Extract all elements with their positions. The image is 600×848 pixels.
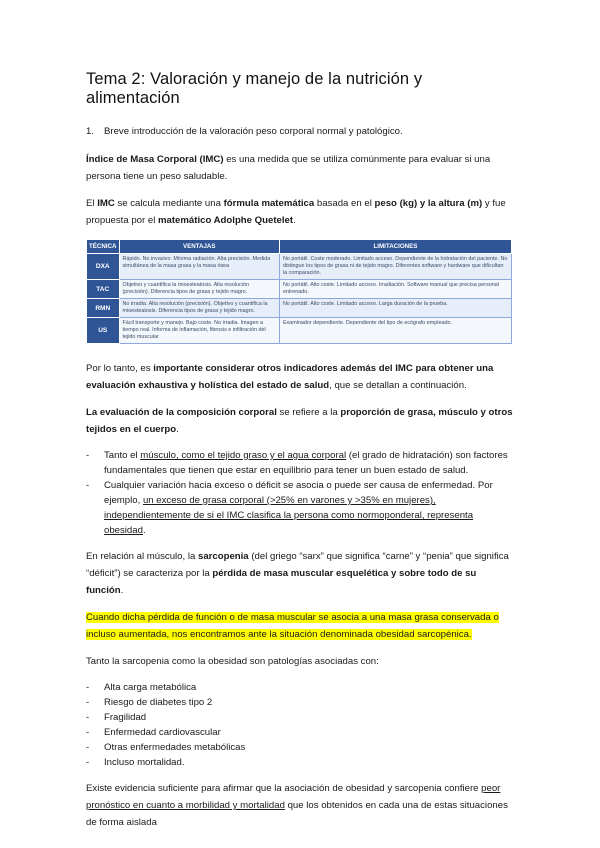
list-item xyxy=(86,725,514,740)
text: se refiere a la xyxy=(276,407,341,418)
list-item-text xyxy=(104,478,514,538)
text: Existe evidencia suficiente para afirmar que la asociación de obesidad y sarcopenia confiere xyxy=(86,783,482,794)
text: que los obtenidos en cada una de estas situaciones de forma aislada xyxy=(86,800,508,828)
text: basada en el xyxy=(314,198,375,209)
text: (del griego “sarx” que significa “carne” y “penia” que significa “déficit”) se caracteriza por la xyxy=(86,551,509,579)
table-row xyxy=(87,280,512,299)
list-item xyxy=(86,740,514,755)
text: Tanto el xyxy=(104,450,141,461)
text: . xyxy=(120,585,124,596)
advantages-cell: Objetivo y cuantifica la mioesteatosis. Alta resolución (precisión). Diferencia tipos de grasa y tejido magro. xyxy=(119,280,279,299)
composition-list xyxy=(86,448,514,538)
list-item-text: Alta carga metabólica xyxy=(104,682,197,693)
page-title: Tema 2: Valoración y manejo de la nutrición y alimentación xyxy=(86,70,423,107)
text: . xyxy=(176,424,179,435)
limitations-cell: No portátil. Alto coste. Limitado acceso. Larga duración de la prueba. xyxy=(279,299,511,318)
bold-text: peso (kg) y la altura (m) xyxy=(374,198,483,209)
text: , que se detallan a continuación. xyxy=(329,380,467,391)
technique-cell: RMN xyxy=(87,299,120,318)
header-limitations: LIMITACIONES xyxy=(279,240,511,254)
list-dash: - xyxy=(86,697,90,708)
list-item xyxy=(86,695,514,710)
text: El xyxy=(86,198,98,209)
text: y fue propuesta por el xyxy=(86,198,506,226)
paragraph-highlight xyxy=(86,609,514,643)
list-item-text: Otras enfermedades metabólicas xyxy=(104,742,246,753)
text: es una medida que se utiliza comúnmente para evaluar si una persona tiene un peso saludable. xyxy=(86,154,491,182)
underlined-text: peor pronóstico en cuanto a morbilidad y mortalidad xyxy=(86,783,501,811)
list-item-text: Incluso mortalidad. xyxy=(104,757,185,768)
text: Cualquier variación hacia exceso o déficit se asocia o puede ser causa de enfermedad. Por ejemplo, xyxy=(104,480,493,506)
paragraph-other-indicators xyxy=(86,360,514,394)
limitations-cell: No portátil. Alto coste. Limitado acceso. Irradiación. Software manual que precisa personal entrenado. xyxy=(279,280,511,299)
paragraph-sarcopenia xyxy=(86,548,514,599)
bold-text: La evaluación de la composición corporal xyxy=(86,407,277,418)
limitations-cell: Examinador dependiente. Dependiente del tipo de ecógrafo empleado. xyxy=(279,318,511,344)
list-item xyxy=(86,448,514,478)
text: . xyxy=(293,215,296,226)
advantages-cell: Rápido. No invasivo. Mínima radiación. Alta precisión. Medida simultánea de la masa grasa y la masa ósea xyxy=(119,254,279,280)
list-dash: - xyxy=(86,727,90,738)
bold-text: proporción de grasa, músculo y otros tejidos en el cuerpo xyxy=(86,407,513,435)
technique-cell: DXA xyxy=(87,254,120,280)
paragraph-imc-formula xyxy=(86,195,514,229)
limitations-cell: No portátil. Coste moderado. Limitado acceso. Dependiente de la hidratación del paciente. No distingue los tipos de grasa ni de tejido magro. Diferentes software y hardware que dificultan la comparación. xyxy=(279,254,511,280)
table-header-row xyxy=(87,240,512,254)
bold-text: Índice de Masa Corporal (IMC) xyxy=(86,154,224,165)
bold-text: sarcopenia xyxy=(197,551,249,562)
technique-cell: TAC xyxy=(87,280,120,299)
techniques-table xyxy=(86,239,512,344)
text: . xyxy=(142,525,146,536)
list-item-text: Riesgo de diabetes tipo 2 xyxy=(104,697,213,708)
bold-text: importante considerar otros indicadores además del IMC para obtener una evaluación exhaustiva y holística del estado de salud xyxy=(86,363,494,391)
list-item xyxy=(86,680,514,695)
paragraph-body-composition xyxy=(86,404,514,438)
advantages-cell: Fácil transporte y manejo. Bajo coste. No irradia. Imagen a tiempo real. Informa de inflamación, fibrosis e infiltración del tejido muscular xyxy=(119,318,279,344)
list-dash: - xyxy=(86,712,90,723)
text: Por lo tanto, es xyxy=(86,363,154,374)
advantages-cell: No irradia. Alta resolución (precisión). Objetivo y cuantifica la mioesteatosis. Diferencia tipos de grasa y tejido magro. xyxy=(119,299,279,318)
bold-text: IMC xyxy=(97,198,115,209)
bold-text: matemático Adolphe Quetelet xyxy=(158,215,294,226)
text: En relación al músculo, la xyxy=(86,551,198,562)
section-number: 1. xyxy=(86,126,95,137)
highlighted-text: Cuando dicha pérdida de función o de masa muscular se asocia a una masa grasa conservada o incluso aumentada, nos encontramos ante la situación denominada obesidad sarcopénica. xyxy=(86,612,499,640)
header-advantages: VENTAJAS xyxy=(119,240,279,254)
header-technique: TÉCNICA xyxy=(87,240,120,254)
text: (el grado de hidratación) son factores fundamentales que tienen que estar en equilibrio para tener un buen estado de salud. xyxy=(104,450,508,476)
section-text: Breve introducción de la valoración peso corporal normal y patológico. xyxy=(104,126,403,137)
list-dash: - xyxy=(86,450,90,461)
pathologies-list xyxy=(86,680,514,770)
list-dash: - xyxy=(86,742,90,753)
paragraph-associated: Tanto la sarcopenia como la obesidad son patologías asociadas con: xyxy=(86,656,379,667)
bold-text: pérdida de masa muscular esquelética y sobre todo de su función xyxy=(86,568,477,596)
section-heading xyxy=(86,126,514,137)
underlined-text: músculo, como el tejido graso y el agua corporal xyxy=(140,450,347,461)
table-row xyxy=(87,318,512,344)
list-item-text: Fragilidad xyxy=(104,712,147,723)
list-item xyxy=(86,755,514,770)
table-row xyxy=(87,299,512,318)
list-dash: - xyxy=(86,757,90,768)
list-item-text: Enfermedad cardiovascular xyxy=(104,727,221,738)
paragraph-evidence xyxy=(86,780,514,831)
paragraph-imc-definition xyxy=(86,151,514,185)
list-item xyxy=(86,478,514,538)
bold-text: fórmula matemática xyxy=(223,198,315,209)
list-dash: - xyxy=(86,682,90,693)
table-row xyxy=(87,254,512,280)
underlined-text: un exceso de grasa corporal (>25% en varones y >35% en mujeres), independientemente de si el IMC clasifica la persona como normoponderal, representa obesidad xyxy=(104,495,474,536)
list-dash: - xyxy=(86,480,90,491)
list-item xyxy=(86,710,514,725)
technique-cell: US xyxy=(87,318,120,344)
text: se calcula mediante una xyxy=(114,198,224,209)
list-item-text xyxy=(104,448,514,478)
